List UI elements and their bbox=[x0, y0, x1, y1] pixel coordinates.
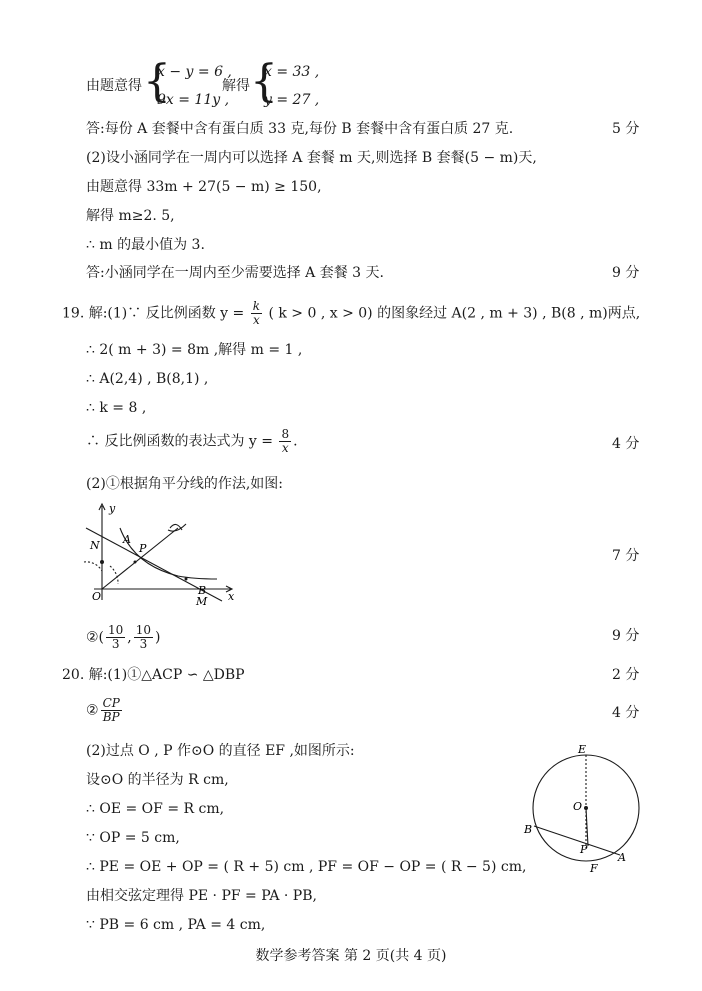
fraction-numerator: CP bbox=[102, 696, 120, 710]
label-f: F bbox=[590, 862, 598, 875]
label-o: O bbox=[92, 590, 102, 603]
label-b: B bbox=[198, 584, 207, 597]
score-2: 9 分 bbox=[612, 265, 640, 281]
solve-line: 解得 m≥2. 5, bbox=[86, 208, 175, 224]
system-lead: 由题意得 bbox=[86, 78, 142, 94]
chord-ab bbox=[534, 826, 620, 855]
fraction-10-3-first bbox=[106, 624, 125, 651]
solution-2: y = 27 , bbox=[264, 92, 320, 108]
label-x: x bbox=[228, 590, 235, 603]
fraction-numerator: 10 bbox=[108, 623, 124, 637]
part2-line: (2)设小涵同学在一周内可以选择 A 套餐 m 天,则选择 B 套餐(5 − m)天, bbox=[86, 150, 537, 166]
q19-line-7-sep: , bbox=[127, 629, 132, 646]
page-footer: 数学参考答案 第 2 页(共 4 页) bbox=[255, 948, 447, 964]
q20-line-8: 由相交弦定理得 PE · PF = PA · PB, bbox=[86, 888, 317, 904]
solution-1: x = 33 , bbox=[264, 64, 320, 80]
q19-line-5-period: . bbox=[293, 433, 298, 450]
point-n bbox=[100, 560, 104, 564]
score-1: 5 分 bbox=[612, 121, 640, 137]
fraction-denominator: x bbox=[252, 313, 260, 327]
fraction-8-over-x bbox=[279, 428, 291, 455]
score-4: 7 分 bbox=[612, 548, 640, 564]
label-p: P bbox=[580, 843, 588, 856]
label-n: N bbox=[90, 539, 100, 552]
q20-line-6: ∵ OP = 5 cm, bbox=[86, 830, 180, 846]
label-e: E bbox=[578, 743, 587, 756]
q19-text-a: 19. 解:(1)∵ 反比例函数 y = bbox=[62, 305, 245, 322]
q19-line-7-close: ) bbox=[155, 629, 161, 646]
q20-line-3: (2)过点 O , P 作⊙O 的直径 EF ,如图所示: bbox=[86, 743, 355, 759]
fraction-numerator: 8 bbox=[281, 427, 290, 441]
q19-header bbox=[62, 300, 640, 327]
fraction-numerator: 10 bbox=[135, 623, 152, 637]
inequality-line: 由题意得 33m + 27(5 − m) ≥ 150, bbox=[86, 179, 322, 195]
point-b bbox=[185, 578, 188, 581]
label-p: P bbox=[139, 542, 147, 555]
fraction-denominator: BP bbox=[102, 710, 120, 724]
circle-figure bbox=[518, 738, 648, 878]
label-b: B bbox=[524, 823, 533, 836]
fraction-10-3-second bbox=[134, 624, 153, 651]
q19-line-3: ∴ A(2,4) , B(8,1) , bbox=[86, 371, 209, 387]
fraction-k-over-x bbox=[251, 300, 262, 327]
answer-line-2: 答:小涵同学在一周内至少需要选择 A 套餐 3 天. bbox=[86, 265, 384, 281]
score-6: 2 分 bbox=[612, 667, 640, 683]
q19-line-7-open: ②( bbox=[86, 629, 105, 646]
label-a: A bbox=[618, 851, 626, 864]
q19-line-6: (2)①根据角平分线的作法,如图: bbox=[86, 476, 283, 492]
answer-line-1: 答:每份 A 套餐中含有蛋白质 33 克,每份 B 套餐中含有蛋白质 27 克. bbox=[86, 121, 514, 137]
q19-line-5 bbox=[86, 428, 298, 455]
score-3: 4 分 bbox=[612, 436, 640, 452]
bisector-line bbox=[102, 528, 178, 589]
graph-figure bbox=[82, 500, 252, 610]
score-5: 9 分 bbox=[612, 628, 640, 644]
q20-line-9: ∵ PB = 6 cm , PA = 4 cm, bbox=[86, 917, 266, 933]
label-o: O bbox=[573, 800, 583, 813]
q19-line-4: ∴ k = 8 , bbox=[86, 400, 147, 416]
fraction-denominator: 3 bbox=[111, 637, 120, 651]
left-brace-2: { bbox=[250, 56, 278, 107]
label-y: y bbox=[109, 502, 116, 515]
q20-line-7: ∴ PE = OE + OP = ( R + 5) cm , PF = OF − OP = ( R − 5) cm, bbox=[86, 859, 527, 875]
q20-line-2-mark: ② bbox=[86, 702, 99, 719]
fraction-denominator: 3 bbox=[139, 637, 148, 651]
q20-line-5: ∴ OE = OF = R cm, bbox=[86, 801, 225, 817]
point-o bbox=[584, 806, 588, 810]
left-brace-1: { bbox=[143, 56, 171, 107]
equation-1: x − y = 6 , bbox=[157, 64, 232, 80]
construction-arc-1 bbox=[84, 562, 102, 571]
q19-line-5-text: ∴ 反比例函数的表达式为 y = bbox=[86, 433, 273, 450]
q20-line-1: 20. 解:(1)①△ACP ∽ △DBP bbox=[62, 667, 245, 683]
fraction-numerator: k bbox=[252, 299, 260, 313]
q19-text-b: ( k > 0 , x > 0) 的图象经过 A(2 , m + 3) , B(8 , m)两点, bbox=[268, 305, 641, 322]
label-m: M bbox=[196, 595, 208, 608]
score-7: 4 分 bbox=[612, 705, 640, 721]
label-a: A bbox=[123, 533, 131, 546]
q19-line-2: ∴ 2( m + 3) = 8m ,解得 m = 1 , bbox=[86, 342, 303, 358]
equation-2: 9x = 11y , bbox=[157, 92, 230, 108]
min-value-line: ∴ m 的最小值为 3. bbox=[86, 237, 205, 253]
system-mid: 解得 bbox=[222, 78, 250, 94]
point-p bbox=[134, 561, 137, 564]
fraction-denominator: x bbox=[281, 441, 289, 455]
q19-line-7 bbox=[86, 624, 161, 651]
q20-line-4: 设⊙O 的半径为 R cm, bbox=[86, 772, 229, 788]
q20-line-2 bbox=[86, 697, 124, 724]
fraction-cp-over-bp bbox=[101, 697, 122, 724]
